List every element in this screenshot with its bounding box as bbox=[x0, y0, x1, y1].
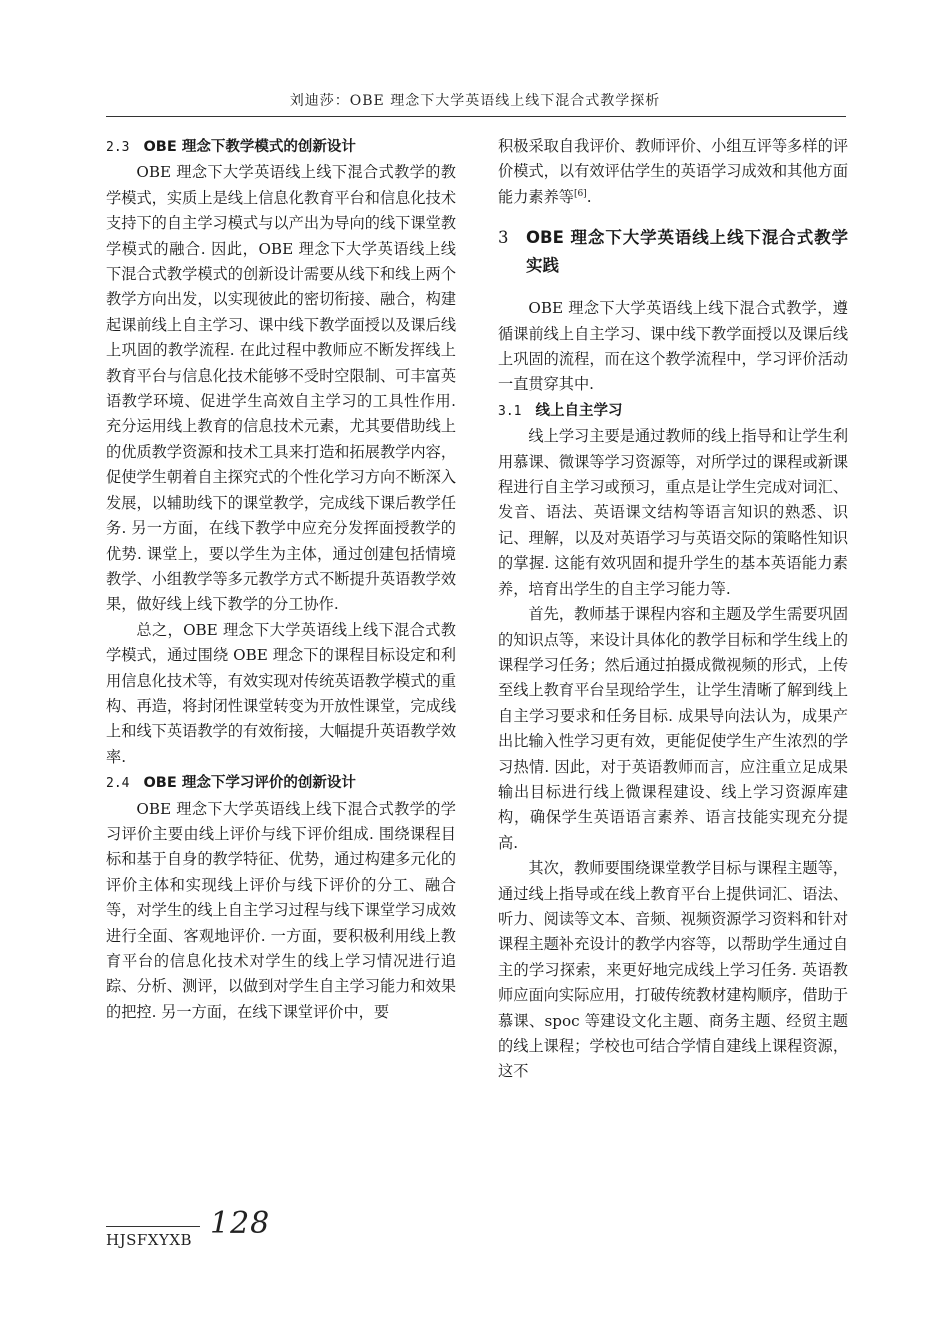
paragraph-end: . bbox=[586, 187, 592, 206]
section-3-1-heading bbox=[498, 398, 848, 424]
paragraph-text: 积极采取自我评价、教师评价、小组互评等多样的评价模式，以有效评估学生的英语学习成效和其他方面能力素养等 bbox=[498, 137, 848, 206]
section-title: OBE 理念下学习评价的创新设计 bbox=[143, 775, 356, 792]
paragraph-continued bbox=[498, 134, 848, 210]
paragraph: OBE 理念下大学英语线上线下混合式教学的学习评价主要由线上评价与线下评价组成. 围绕课程目标和基于自身的教学特征、优势，通过构建多元化的评价主体和实现线上评价与线下评价的分工、融合等，对学生的线上自主学习过程与线下课堂学习成效进行全面、客观地评价. 一方面，要积极利用线上教育平台的信息化技术对学生的线上学习情况进行追踪、分析、测评，以做到对学生自主学习能力和效果的把控. 另一方面，在线下课堂评价中，要 bbox=[106, 799, 456, 1021]
page-number: 128 bbox=[210, 1206, 271, 1241]
right-column bbox=[498, 134, 848, 1085]
paragraph: 总之，OBE 理念下大学英语线上线下混合式教学模式，通过围绕 OBE 理念下的课程目标设定和利用信息化技术等，有效实现对传统英语教学模式的重构、再造，将封闭性课堂转变为开放性课堂，完成线上和线下英语教学的有效衔接，大幅提升英语教学效率. bbox=[106, 620, 456, 766]
section-2-4-heading bbox=[106, 770, 456, 796]
journal-abbreviation: HJSFXYXB bbox=[106, 1226, 200, 1249]
section-2-3-heading bbox=[106, 134, 456, 160]
section-number: 3 bbox=[498, 228, 509, 248]
paragraph: 其次，教师要围绕课堂教学目标与课程主题等，通过线上指导或在线上教育平台上提供词汇、语法、听力、阅读等文本、音频、视频资源学习资料和针对课程主题补充设计的教学内容等，以帮助学生通过自主的学习探索，来更好地完成线上学习任务. 英语教师应面向实际应用，打破传统教材建构顺序，借助于慕课、spoc 等建设文化主题、商务主题、经贸主题的线上课程；学校也可结合学情自建线上课程资源，这不 bbox=[498, 859, 848, 1081]
paragraph: OBE 理念下大学英语线上线下混合式教学，遵循课前线上自主学习、课中线下教学面授以及课后线上巩固的流程，而在这个教学流程中，学习评价活动一直贯穿其中. bbox=[498, 299, 848, 394]
section-title: 线上自主学习 bbox=[535, 402, 623, 419]
section-title: OBE 理念下教学模式的创新设计 bbox=[143, 139, 356, 155]
header-rule bbox=[106, 116, 846, 117]
paragraph: OBE 理念下大学英语线上线下混合式教学的教学模式，实质上是线上信息化教育平台和信息化技术支持下的自主学习模式与以产出为导向的线下课堂教学模式的融合. 因此，OBE 理念下大学英语线上线下混合式教学模式的创新设计需要从线下和线上两个教学方向出发，以实现彼此的密切衔接、融合，构建起课前线上自主学习、课中线下教学面授以及课后线上巩固的教学流程. 在此过程中教师应不断发挥线上教育平台与信息化技术能够不受时空限制、可丰富英语教学环境、促进学生高效自主学习的工具性作用. 充分运用线上教育的信息技术元素，尤其要借助线上的优质教学资源和技术工具来打造和拓展教学内容，促使学生朝着自主探究式的个性化学习方向不断深入发展，以辅助线下的课堂教学，完成线下课后教学任务. 另一方面，在线下教学中应充分发挥面授教学的优势. 课堂上，要以学生为主体，通过创建包括情境教学、小组教学等多元教学方式不断提升英语教学效果，做好线上线下教学的分工协作. bbox=[106, 163, 456, 614]
citation-ref: [6] bbox=[573, 188, 587, 199]
left-column bbox=[106, 134, 456, 1025]
section-3-heading bbox=[498, 224, 848, 280]
section-number: 2.4 bbox=[106, 776, 130, 792]
paragraph: 线上学习主要是通过教师的线上指导和让学生利用慕课、微课等学习资源等，对所学过的课程或新课程进行自主学习或预习，重点是让学生完成对词汇、发音、语法、英语课文结构等语言知识的熟悉、识记、理解，以及对英语学习与英语交际的策略性知识的掌握. 这能有效巩固和提升学生的基本英语能力素养，培育出学生的自主学习能力等. bbox=[498, 427, 848, 598]
section-title: OBE 理念下大学英语线上线下混合式教学实践 bbox=[526, 228, 848, 276]
paragraph: 首先，教师基于课程内容和主题及学生需要巩固的知识点等，来设计具体化的教学目标和学生线上的课程学习任务；然后通过拍摄成微视频的形式，上传至线上教育平台呈现给学生，让学生清晰了解到线上自主学习要求和任务目标. 成果导向法认为，成果产出比输入性学习更有效，更能促使学生产生浓烈的学习热情. 因此，对于英语教师而言，应注重立足成果输出目标进行线上微课程建设、线上学习资源库建构，确保学生英语语言素养、语言技能实现充分提高. bbox=[498, 605, 848, 852]
section-number: 2.3 bbox=[106, 140, 130, 155]
running-head: 刘迪莎：OBE 理念下大学英语线上线下混合式教学探析 bbox=[289, 93, 661, 109]
section-number: 3.1 bbox=[498, 403, 522, 419]
